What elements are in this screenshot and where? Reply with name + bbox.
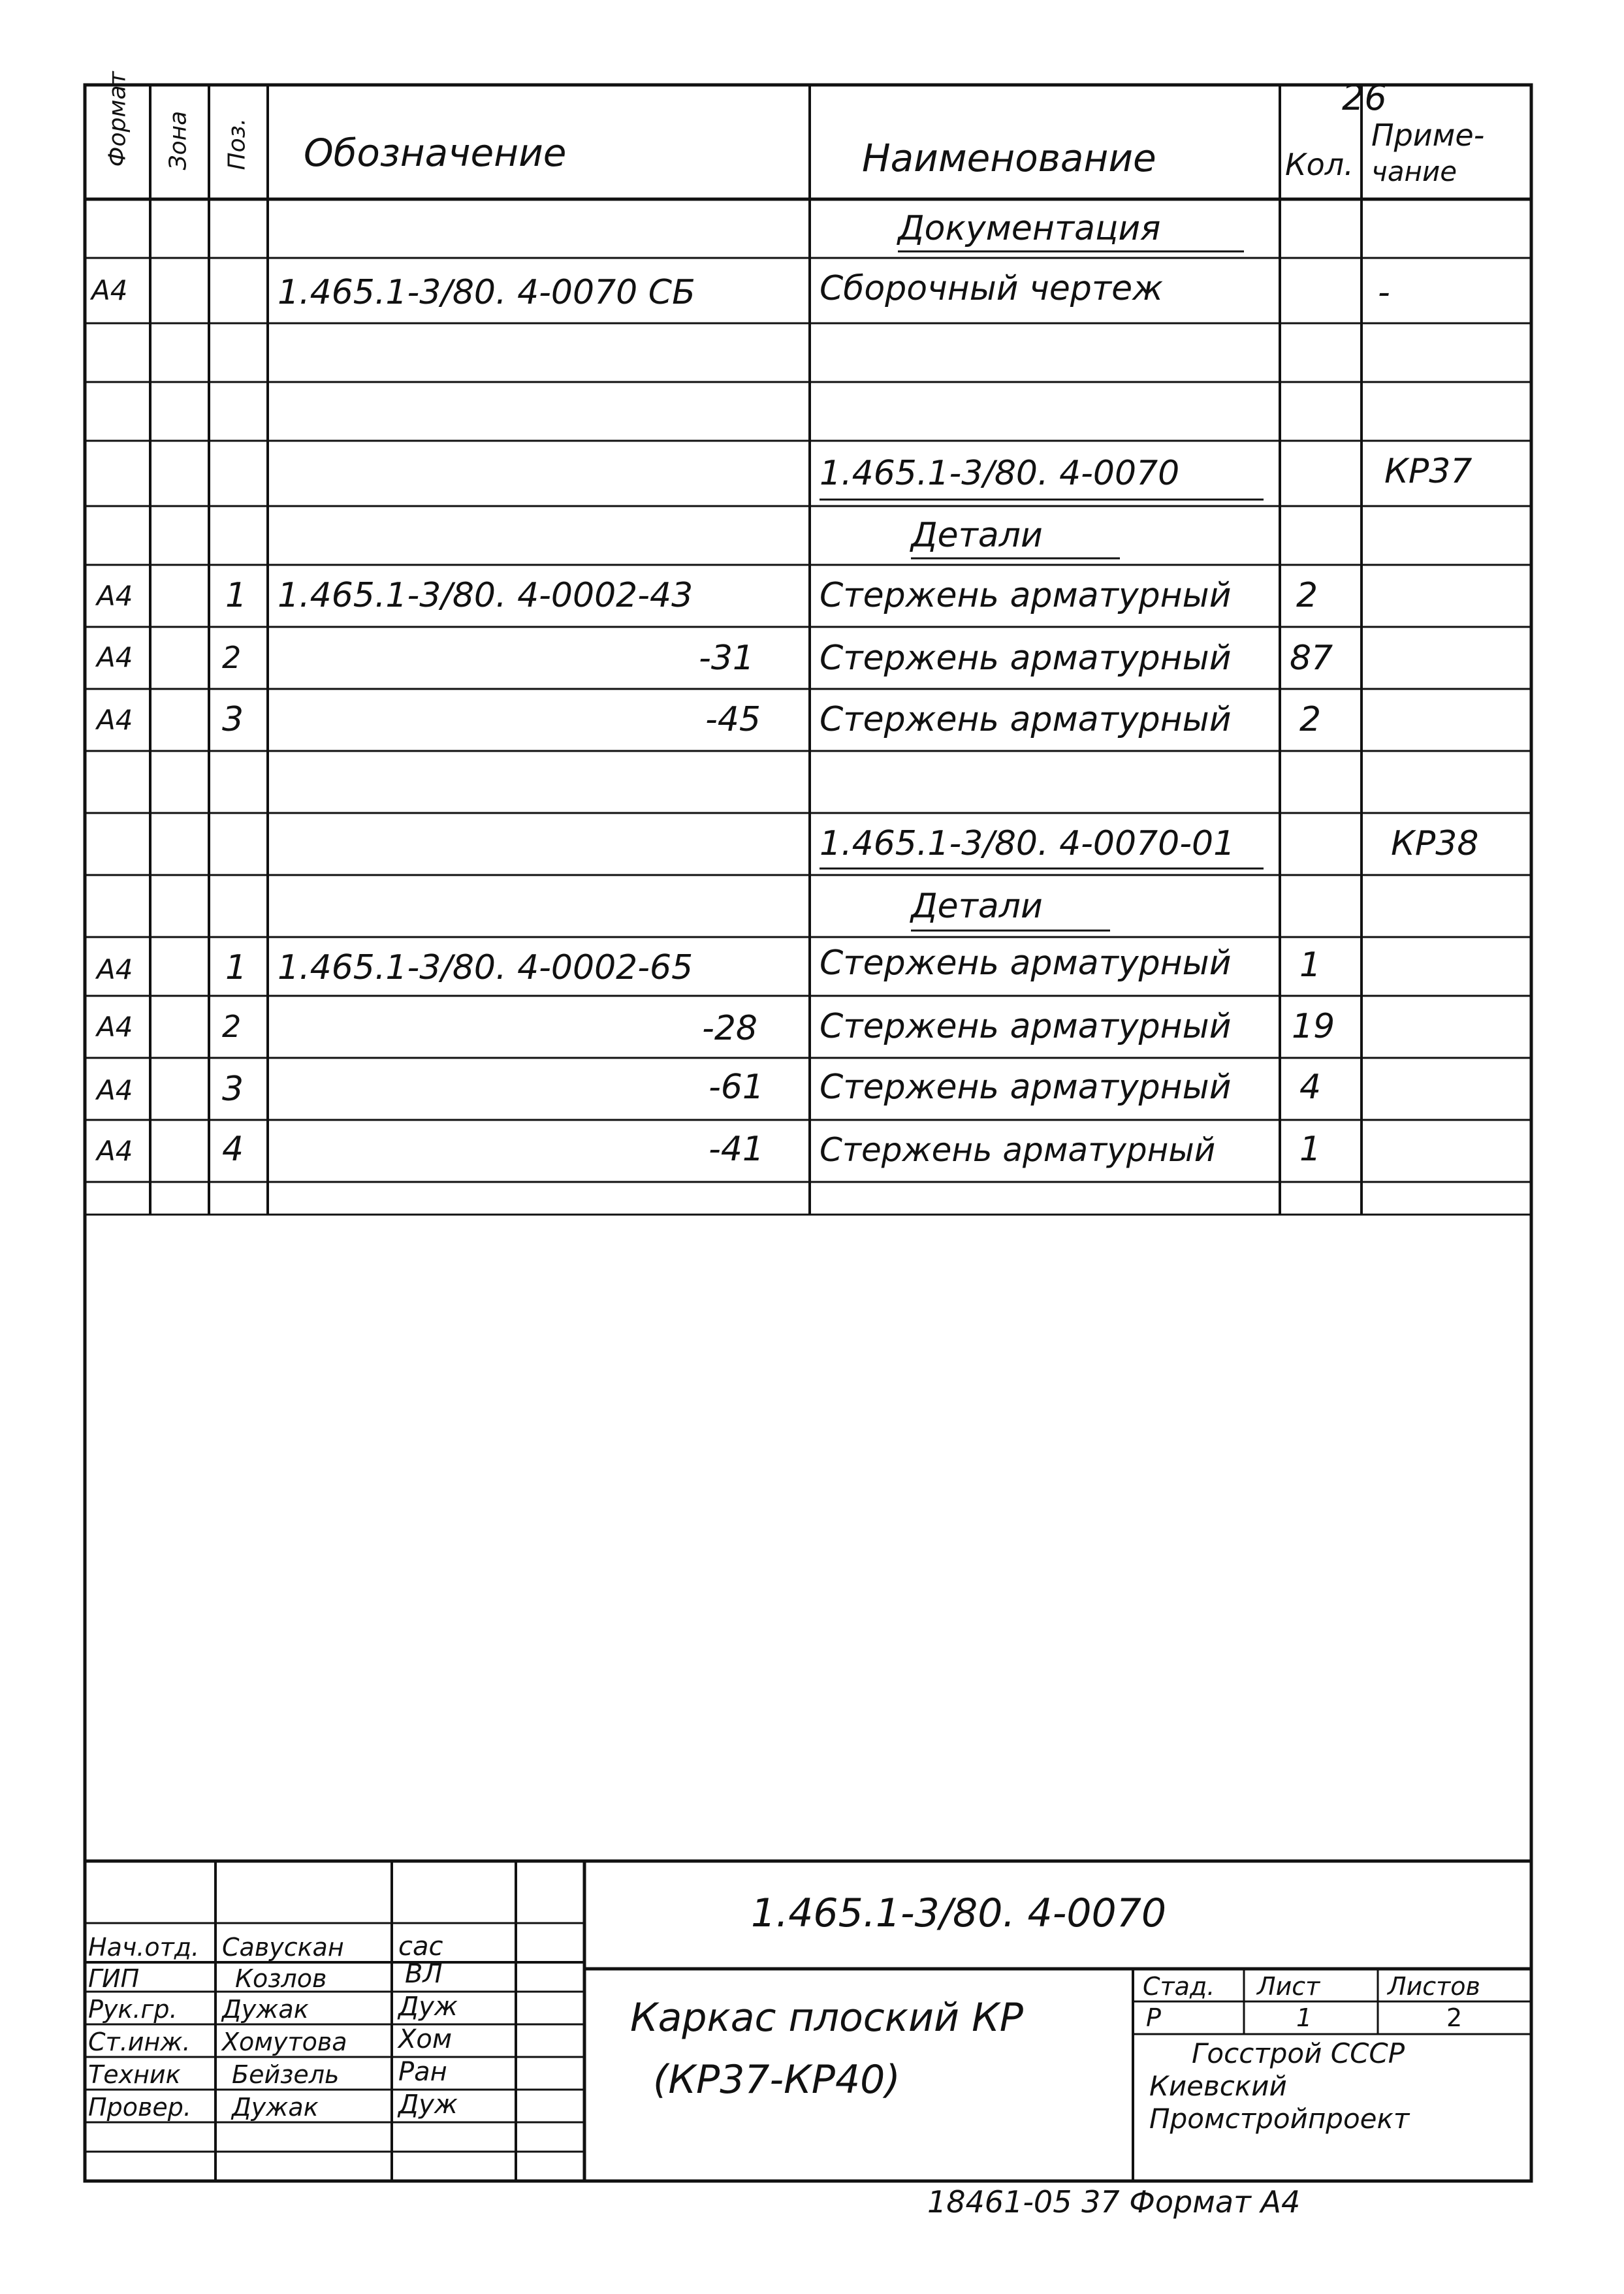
signature-duzhak: Дуж (398, 1992, 458, 2022)
header-note-1: Приме- (1371, 118, 1485, 153)
row-pos: 3 (222, 1070, 244, 1109)
row-qty: 1 (1299, 946, 1322, 985)
sheet-value: 1 (1296, 2003, 1313, 2032)
signer-role: Рук.гр. (88, 1995, 178, 2024)
signer-role: Техник (88, 2060, 181, 2089)
header-format: Формат (104, 71, 131, 167)
signature-savuskan: сас (398, 1932, 443, 1962)
signer-role: Нач.отд. (88, 1933, 200, 1962)
signer-name: Бейзель (232, 2060, 340, 2089)
signature-beizel: Ран (398, 2057, 447, 2087)
page-corner-number: 26 (1342, 77, 1387, 118)
row-designation: 1.465.1-3/80. 4-0070 СБ (278, 273, 695, 312)
row-designation: 1.465.1-3/80. 4-0002-65 (278, 948, 693, 987)
stage-value: Р (1146, 2003, 1161, 2032)
header-qty: Кол. (1285, 147, 1354, 182)
row-pos: 1 (225, 948, 247, 987)
signer-name: Хомутова (222, 2028, 347, 2056)
signer-name: Дужак (222, 1995, 309, 2024)
row-designation: -31 (699, 639, 754, 678)
signer-role: ГИП (88, 1964, 140, 1993)
row-designation: 1.465.1-3/80. 4-0002-43 (278, 576, 693, 615)
row-designation: -41 (709, 1130, 764, 1169)
row-format: А4 (91, 274, 128, 306)
row-name: Стержень арматурный (820, 1131, 1216, 1169)
org-line3: Промстройпроект (1149, 2103, 1410, 2135)
row-format: А4 (97, 580, 133, 612)
row-qty: 2 (1299, 700, 1322, 739)
row-note: - (1378, 273, 1390, 312)
row-pos: 4 (222, 1130, 244, 1169)
row-format: А4 (97, 641, 133, 673)
header-note-2: чание (1371, 155, 1457, 187)
section-title-details: Детали (911, 887, 1043, 926)
signer-role: Ст.инж. (88, 2028, 191, 2056)
row-format: А4 (97, 704, 133, 736)
row-qty: 19 (1292, 1007, 1335, 1046)
section-title-documentation: Документация (898, 209, 1161, 248)
org-line1: Госстрой СССР (1192, 2037, 1405, 2069)
row-qty: 2 (1296, 576, 1318, 615)
sheets-value: 2 (1446, 2003, 1463, 2032)
row-name: Стержень арматурный (820, 1007, 1232, 1046)
signer-name: Савускан (222, 1933, 344, 1962)
variant-designation-kp37: 1.465.1-3/80. 4-0070 (820, 454, 1180, 493)
row-pos: 2 (222, 640, 242, 675)
signature-khomutova: Хом (398, 2024, 453, 2054)
row-qty: 1 (1299, 1130, 1322, 1169)
header-pos: Поз. (223, 118, 251, 170)
row-pos: 1 (225, 576, 247, 615)
row-qty: 4 (1299, 1068, 1322, 1107)
row-name: Стержень арматурный (820, 576, 1232, 615)
header-zone: Зона (165, 110, 192, 170)
row-name: Стержень арматурный (820, 944, 1232, 983)
row-name: Стержень арматурный (820, 1068, 1232, 1107)
signature-kozlov: ВЛ (405, 1959, 443, 1989)
row-qty: 87 (1290, 639, 1333, 678)
stage-label: Стад. (1143, 1972, 1215, 2001)
variant-note-kp37: КР37 (1384, 452, 1473, 491)
row-name: Стержень арматурный (820, 700, 1232, 739)
header-designation: Обозначение (304, 131, 567, 175)
sheets-label: Листов (1388, 1972, 1480, 2001)
org-line2: Киевский (1149, 2070, 1287, 2102)
doc-title-line2: (КР37-КР40) (653, 2057, 900, 2103)
row-pos: 3 (222, 700, 244, 739)
doc-number: 1.465.1-3/80. 4-0070 (751, 1890, 1167, 1936)
signer-name: Дужак (232, 2093, 319, 2122)
signature-duzhak-2: Дуж (398, 2090, 458, 2120)
row-name: Стержень арматурный (820, 639, 1232, 678)
footer-format: 18461-05 37 Формат А4 (927, 2184, 1301, 2220)
signer-name: Козлов (235, 1964, 327, 1993)
sheet-label: Лист (1257, 1972, 1320, 2001)
row-format: А4 (97, 1135, 133, 1167)
signer-role: Провер. (88, 2093, 191, 2122)
variant-note-kp38: КР38 (1391, 824, 1479, 863)
row-format: А4 (97, 1074, 133, 1106)
section-title-details: Детали (911, 516, 1043, 555)
row-designation: -28 (702, 1009, 757, 1048)
row-designation: -61 (709, 1068, 764, 1107)
header-name: Наименование (862, 136, 1156, 180)
row-pos: 2 (222, 1009, 242, 1044)
doc-title-line1: Каркас плоский КР (630, 1995, 1023, 2041)
row-name: Сборочный чертеж (820, 269, 1163, 308)
row-format: А4 (97, 1011, 133, 1043)
row-designation: -45 (705, 700, 761, 739)
variant-designation-kp38: 1.465.1-3/80. 4-0070-01 (820, 824, 1235, 863)
row-format: А4 (97, 953, 133, 985)
